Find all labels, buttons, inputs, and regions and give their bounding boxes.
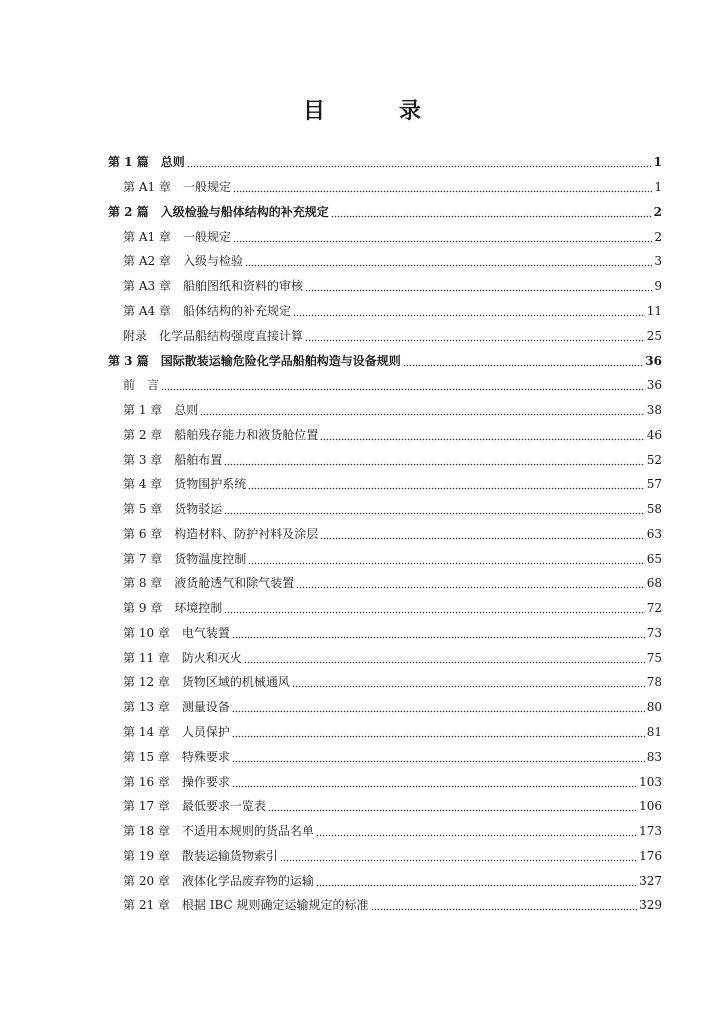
toc-page-number: 106 <box>639 799 662 814</box>
toc-entry-title: 货物驳运 <box>174 502 223 517</box>
toc-entry-title: 船舶布置 <box>174 452 223 467</box>
table-of-contents <box>108 150 662 918</box>
toc-entry-number: 第 14 章 <box>123 724 170 739</box>
toc-entry-number: 第 3 篇 <box>108 353 149 368</box>
toc-page-number: 3 <box>654 254 662 269</box>
dot-leader <box>371 899 638 911</box>
toc-chapter-entry[interactable] <box>108 819 662 844</box>
toc-entry-label <box>123 476 246 492</box>
toc-entry-title: 构造材料、防护衬料及涂层 <box>174 526 319 541</box>
toc-entry-number: 第 8 章 <box>123 576 163 591</box>
dot-leader <box>320 528 644 540</box>
toc-entry-label <box>123 724 230 740</box>
toc-entry-label <box>108 204 329 220</box>
toc-chapter-entry[interactable] <box>108 596 662 621</box>
dot-leader <box>331 206 652 218</box>
dot-leader <box>224 454 644 466</box>
dot-leader <box>248 553 644 565</box>
dot-leader <box>224 503 644 515</box>
toc-entry-title: 总则 <box>160 155 185 170</box>
toc-entry-number: 第 A4 章 <box>123 303 171 318</box>
toc-chapter-entry[interactable] <box>108 472 662 497</box>
toc-page-number: 65 <box>646 551 662 566</box>
dot-leader <box>280 850 637 862</box>
toc-entry-number: 第 13 章 <box>123 700 170 715</box>
toc-entry-number: 第 15 章 <box>123 749 170 764</box>
dot-leader <box>245 255 652 267</box>
toc-entry-number: 第 4 章 <box>123 477 163 492</box>
toc-entry-label <box>123 328 303 344</box>
dot-leader <box>233 231 652 243</box>
toc-page-number: 73 <box>646 625 662 640</box>
toc-page-number: 327 <box>639 873 662 888</box>
dot-leader <box>316 825 637 837</box>
dot-leader <box>316 875 637 887</box>
toc-entry-title: 人员保护 <box>181 724 230 739</box>
toc-entry-label <box>108 353 401 369</box>
toc-entry-label <box>123 253 243 269</box>
toc-entry-label <box>123 551 246 567</box>
toc-page-number: 52 <box>646 452 662 467</box>
toc-page-number: 1 <box>654 180 662 195</box>
toc-page-number: 75 <box>646 650 662 665</box>
toc-entry-number: 第 A1 章 <box>123 229 171 244</box>
toc-page-number: 36 <box>646 378 662 393</box>
toc-chapter-entry[interactable] <box>108 546 662 571</box>
toc-chapter-entry[interactable] <box>108 175 662 200</box>
toc-chapter-entry[interactable] <box>108 299 662 324</box>
toc-entry-label <box>123 650 242 666</box>
toc-page-number: 11 <box>646 303 662 318</box>
toc-chapter-entry[interactable] <box>108 398 662 423</box>
toc-chapter-entry[interactable] <box>108 695 662 720</box>
toc-entry-title: 液体化学品废弃物的运输 <box>181 873 314 888</box>
toc-page-number: 57 <box>646 477 662 492</box>
toc-chapter-entry[interactable] <box>108 893 662 918</box>
toc-entry-title: 国际散装运输危险化学品船舶构造与设备规则 <box>160 353 401 368</box>
toc-chapter-entry[interactable] <box>108 843 662 868</box>
dot-leader <box>233 181 652 193</box>
toc-entry-title: 入级检验与船体结构的补充规定 <box>160 204 329 219</box>
dot-leader <box>305 280 652 292</box>
toc-entry-label <box>108 154 185 170</box>
toc-entry-label <box>123 575 294 591</box>
toc-page-number: 176 <box>639 848 662 863</box>
toc-part-entry[interactable] <box>108 200 662 225</box>
toc-page-number: 36 <box>645 353 662 368</box>
toc-entry-title: 一般规定 <box>182 180 231 195</box>
toc-entry-label <box>123 278 303 294</box>
toc-entry-number: 第 18 章 <box>123 824 170 839</box>
toc-entry-title: 一般规定 <box>182 229 231 244</box>
toc-entry-number: 第 12 章 <box>123 675 170 690</box>
toc-page-number: 103 <box>639 774 662 789</box>
dot-leader <box>200 404 644 416</box>
toc-entry-number: 前 言 <box>123 378 160 393</box>
toc-page-number: 25 <box>646 328 662 343</box>
toc-page-number: 83 <box>646 749 662 764</box>
toc-entry-label <box>123 303 291 319</box>
toc-entry-number: 第 7 章 <box>123 551 163 566</box>
toc-chapter-entry[interactable] <box>108 868 662 893</box>
toc-entry-title: 最低要求一览表 <box>181 799 266 814</box>
toc-entry-label <box>123 179 231 195</box>
toc-entry-number: 第 11 章 <box>123 650 170 665</box>
dot-leader <box>161 379 645 391</box>
dot-leader <box>292 676 645 688</box>
toc-entry-label <box>123 402 198 418</box>
toc-entry-label <box>123 229 231 245</box>
dot-leader <box>232 751 645 763</box>
toc-chapter-entry[interactable] <box>108 670 662 695</box>
toc-entry-title: 根据 IBC 规则确定运输规定的标准 <box>181 898 369 913</box>
toc-entry-number: 第 19 章 <box>123 848 170 863</box>
toc-entry-title: 货物温度控制 <box>174 551 247 566</box>
toc-entry-title: 不适用本规则的货品名单 <box>181 824 314 839</box>
dot-leader <box>320 429 644 441</box>
toc-entry-number: 附录 <box>123 328 148 343</box>
dot-leader <box>268 800 637 812</box>
toc-entry-label <box>123 873 314 889</box>
toc-chapter-entry[interactable] <box>108 224 662 249</box>
toc-chapter-entry[interactable] <box>108 794 662 819</box>
dot-leader <box>232 776 637 788</box>
dot-leader <box>232 627 645 639</box>
toc-page-number: 68 <box>646 576 662 591</box>
toc-entry-title: 货物围护系统 <box>174 477 247 492</box>
toc-entry-title: 测量设备 <box>181 700 230 715</box>
toc-entry-number: 第 A3 章 <box>123 279 171 294</box>
toc-entry-title: 总则 <box>174 403 199 418</box>
toc-chapter-entry[interactable] <box>108 497 662 522</box>
toc-entry-title: 操作要求 <box>181 774 230 789</box>
toc-entry-title: 船体结构的补充规定 <box>182 303 291 318</box>
toc-page-number: 81 <box>646 724 662 739</box>
toc-entry-number: 第 A2 章 <box>123 254 171 269</box>
toc-entry-label <box>123 798 266 814</box>
toc-entry-number: 第 1 篇 <box>108 155 149 170</box>
toc-entry-number: 第 21 章 <box>123 898 170 913</box>
dot-leader <box>244 652 645 664</box>
dot-leader <box>296 577 644 589</box>
dot-leader <box>187 156 652 168</box>
toc-entry-number: 第 9 章 <box>123 601 163 616</box>
toc-entry-title: 电气装置 <box>181 625 230 640</box>
toc-page-number: 63 <box>646 526 662 541</box>
toc-entry-label <box>123 600 222 616</box>
toc-entry-title: 船舶图纸和资料的审核 <box>182 279 303 294</box>
toc-chapter-entry[interactable] <box>108 720 662 745</box>
toc-chapter-entry[interactable] <box>108 645 662 670</box>
toc-chapter-entry[interactable] <box>108 621 662 646</box>
dot-leader <box>403 355 644 367</box>
toc-page-number: 9 <box>654 279 662 294</box>
toc-chapter-entry[interactable] <box>108 422 662 447</box>
dot-leader <box>293 305 645 317</box>
toc-page-number: 58 <box>646 502 662 517</box>
toc-entry-title: 船舶残存能力和液货舱位置 <box>174 427 319 442</box>
toc-entry-label <box>123 674 290 690</box>
toc-entry-title: 防火和灭火 <box>181 650 242 665</box>
page-title: 目 录 <box>302 98 447 124</box>
toc-entry-title: 环境控制 <box>174 601 223 616</box>
dot-leader <box>232 701 645 713</box>
toc-entry-label <box>123 452 222 468</box>
toc-entry-title: 散装运输货物索引 <box>181 848 278 863</box>
toc-part-entry[interactable] <box>108 348 662 373</box>
toc-entry-number: 第 17 章 <box>123 799 170 814</box>
toc-entry-title: 液货舱透气和除气装置 <box>174 576 295 591</box>
toc-entry-number: 第 20 章 <box>123 873 170 888</box>
toc-page-number: 80 <box>646 700 662 715</box>
toc-page-number: 2 <box>654 229 662 244</box>
toc-entry-title: 货物区域的机械通风 <box>181 675 290 690</box>
toc-entry-number: 第 16 章 <box>123 774 170 789</box>
toc-entry-label <box>123 848 278 864</box>
toc-entry-label <box>123 897 369 913</box>
toc-page-number: 72 <box>646 601 662 616</box>
toc-page-number: 329 <box>639 898 662 913</box>
toc-entry-number: 第 A1 章 <box>123 180 171 195</box>
toc-entry-title: 特殊要求 <box>181 749 230 764</box>
toc-entry-number: 第 3 章 <box>123 452 163 467</box>
toc-entry-label <box>123 625 230 641</box>
toc-page-number: 38 <box>646 403 662 418</box>
toc-chapter-entry[interactable] <box>108 744 662 769</box>
toc-entry-label <box>123 526 318 542</box>
toc-entry-number: 第 2 章 <box>123 427 163 442</box>
toc-chapter-entry[interactable] <box>108 323 662 348</box>
dot-leader <box>232 726 645 738</box>
toc-entry-label <box>123 377 159 393</box>
toc-page-number: 2 <box>653 204 662 219</box>
toc-page-number: 1 <box>653 155 662 170</box>
toc-entry-label <box>123 774 230 790</box>
toc-entry-number: 第 10 章 <box>123 625 170 640</box>
toc-chapter-entry[interactable] <box>108 373 662 398</box>
toc-chapter-entry[interactable] <box>108 447 662 472</box>
toc-entry-label <box>123 501 222 517</box>
toc-page-number: 78 <box>646 675 662 690</box>
toc-entry-number: 第 6 章 <box>123 526 163 541</box>
toc-entry-label <box>123 749 230 765</box>
toc-part-entry[interactable] <box>108 150 662 175</box>
dot-leader <box>224 602 644 614</box>
toc-chapter-entry[interactable] <box>108 571 662 596</box>
toc-entry-label <box>123 699 230 715</box>
toc-chapter-entry[interactable] <box>108 521 662 546</box>
toc-chapter-entry[interactable] <box>108 274 662 299</box>
toc-chapter-entry[interactable] <box>108 769 662 794</box>
toc-entry-label <box>123 823 314 839</box>
toc-chapter-entry[interactable] <box>108 249 662 274</box>
toc-page-number: 173 <box>639 824 662 839</box>
toc-entry-label <box>123 427 318 443</box>
toc-entry-title: 化学品船结构强度直接计算 <box>159 328 304 343</box>
toc-entry-number: 第 5 章 <box>123 502 163 517</box>
dot-leader <box>305 330 645 342</box>
dot-leader <box>248 478 644 490</box>
toc-entry-title: 入级与检验 <box>182 254 243 269</box>
toc-entry-number: 第 2 篇 <box>108 204 149 219</box>
toc-entry-number: 第 1 章 <box>123 403 163 418</box>
toc-page-number: 46 <box>646 427 662 442</box>
